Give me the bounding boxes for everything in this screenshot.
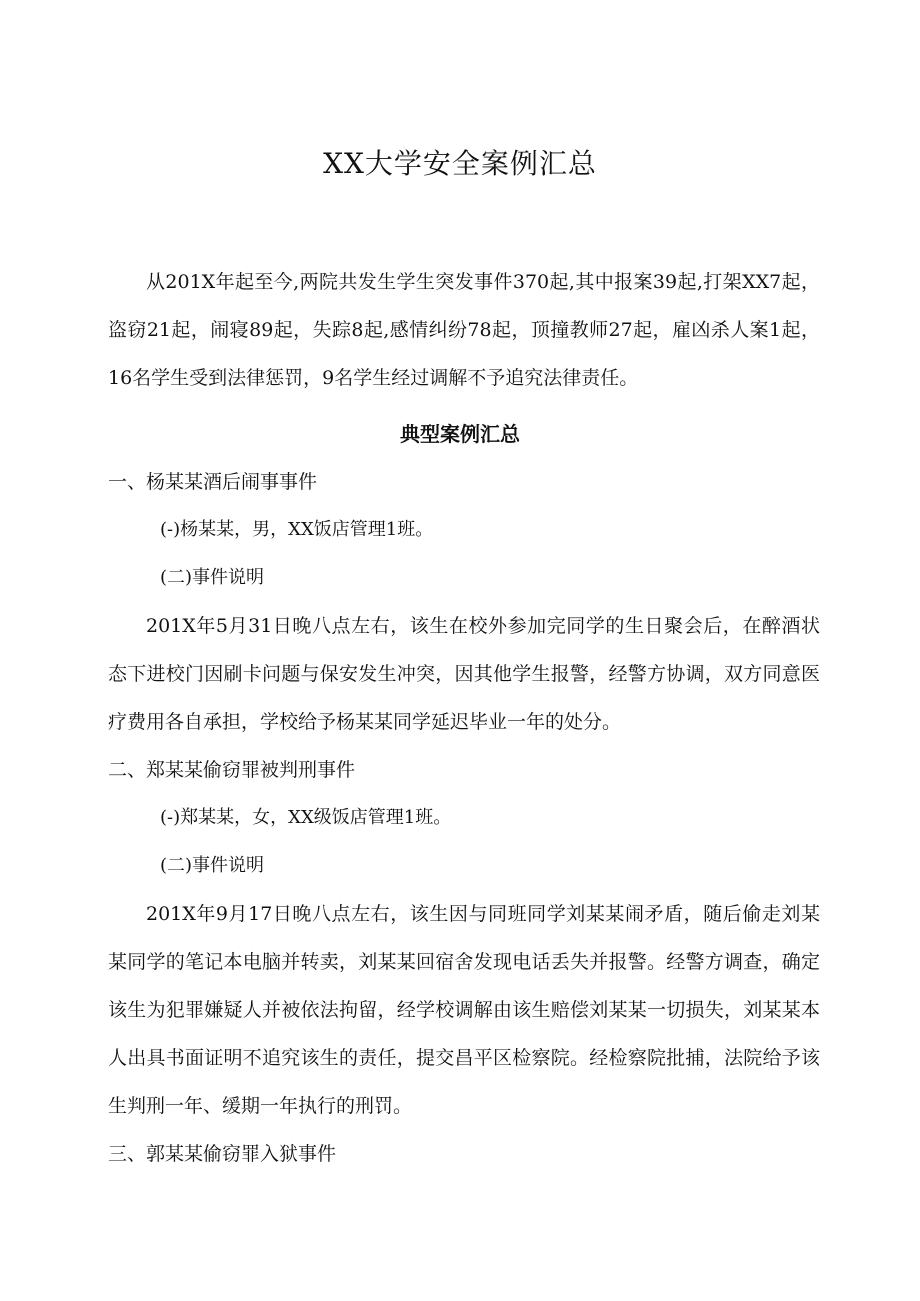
case-1-heading: 一、杨某某酒后闹事事件	[108, 471, 318, 493]
section-title: 典型案例汇总	[400, 422, 520, 446]
case-2-person: (-)郑某某，女，XX级饭店管理1班。	[160, 807, 452, 828]
document-title: XX大学安全案例汇总	[323, 147, 597, 180]
case-2-explain-label: (二)事件说明	[160, 855, 265, 876]
case-2-description: 201X年9月17日晚八点左右，该生因与同班同学刘某某闹矛盾，随后偷走刘某某同学的笔记本电脑并转卖，刘某某回宿舍发现电话丢失并报警。经警方调查，确定该生为犯罪嫌疑人并被依法拘留，经学校调解由该生赔偿刘某某一切损失，刘某某本人出具书面证明不追究该生的责任，提交昌平区检察院。经检察院批捕，法院给予该生判刑一年、缓期一年执行的刑罚。	[108, 903, 820, 1117]
case-1-explain-label: (二)事件说明	[160, 567, 265, 588]
intro-paragraph: 从201X年起至今,两院共发生学生突发事件370起,其中报案39起,打架XX7起，盗窃21起，闹寝89起，失踪8起,感情纠纷78起，顶撞教师27起，雇凶杀人案1起，16名学生受到法律惩罚，9名学生经过调解不予追究法律责任。	[108, 271, 820, 389]
case-3-heading: 三、郭某某偷窃罪入狱事件	[108, 1143, 337, 1165]
case-2-heading: 二、郑某某偷窃罪被判刑事件	[108, 759, 356, 781]
case-list	[108, 458, 820, 1178]
case-1-description: 201X年5月31日晚八点左右，该生在校外参加完同学的生日聚会后，在醉酒状态下进校门因刷卡问题与保安发生冲突，因其他学生报警，经警方协调，双方同意医疗费用各自承担，学校给予杨某某同学延迟毕业一年的处分。	[108, 615, 820, 733]
case-1-person: (-)杨某某，男，XX饭店管理1班。	[160, 519, 434, 540]
